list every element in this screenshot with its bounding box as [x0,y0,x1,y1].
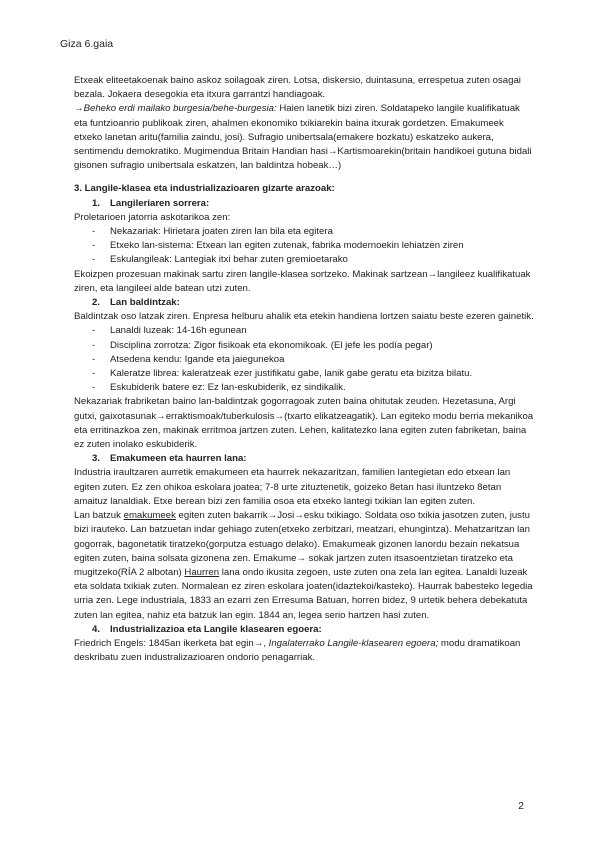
work-conditions-list [74,324,534,395]
subsection-1-closing: Ekoizpen prozesuan makinak sartu ziren langile-klasea sortzeko. Makinak sartzean→langileez kualifikatuak ziren, eta langileei alde batean utzi zuten. [74,268,531,294]
list-item: - Eskubiderik batere ez: Ez lan-eskubiderik, ez sindikalik. [92,381,534,395]
subsection-3-paragraph-2: Lan batzuk emakumeek egiten zuten bakarrik→Josi→esku txikiago. Soldata oso txikia jasotzen zuten, justu bizi irauteko. Lan batzuetan indar gehiago zuten(etxeko zerbitzari, meatzari, ehungintza). Mehatzaritzan lan gogorrak, bagonetatik tiratzeko(gorputza estuago delako). Emakumeak gizonen lanordu bezain nekatsua egiten zuten, baina solsata gizonena zen. Emakume→ sokak jartzen zuten itsasoentzietan tiratzeko eta mugitzeko(RÍA 2 albotan) Haurren lana ondo ikusita zegoen, uste zuten ona zela lan egitea. Lanaldi luzeak eta soldata txikiak zuten. Normalean ez ziren eskolara joaten(idaztekoi/kasteko). Haurrak babesteko legedia urria zen. Lege industriala, 1833 an ezarri zen Erresuma Batuan, horren bidez, 9 urtetik behera debekatuta zuten lan egitea, nahiz eta batzuk lan egin. 1844 an, legea serio hartzen hasi zuten. [74,510,533,621]
subsection-1-title: 1. Langileriaren sorrera: [92,197,210,209]
list-item: - Disciplina zorrotza: Zigor fisikoak eta ekonomikoak. (El jefe les podía pegar) [92,339,534,353]
underlined-haurren: Haurren [184,566,220,578]
behe-burgesia-text: Haien lanetik bizi ziren. Soldatapeko langile kualifikatuak eta funtzioanrio publikoak ziren, ahalmen ekonomiko txikiarekin baina itxurak gordetzen. Emakumeek etxeko lanetan aritu(familia zaindu, josi). Sufragio unibertsala(emakere bozkatu) eskatzeko aukera, sentimendu demokratiko. Mugimendua Britain Handian hasi→Kartismoarekin(britain handikoei gutuna bidali gisonen sufragio unibertsala eskatzen, lan baldintza hobeak…) [74,103,532,172]
page-header: Giza 6.gaia [60,38,114,50]
engels-book-title: Ingalaterrako Langile-klasearen egoera; [268,637,439,649]
page-content [74,74,534,665]
subsection-1-intro: Proletarioen jatorria askotarikoa zen: [74,211,231,223]
intro-paragraph: Etxeak eliteetakoenak baino askoz soilagoak ziren. Lotsa, diskersio, duintasuna, errespetua zuten osagai bezala. Jokaera desegokia eta itxura garrantzi handiagoak. [74,75,521,101]
list-item: - Atsedena kendu: Igande eta jaiegunekoa [92,353,534,367]
underlined-emakumeek: emakumeek [123,510,176,522]
proletarian-origins-list [74,225,534,268]
subsection-2-title: 2. Lan baldintzak: [92,297,180,309]
subsection-4-paragraph: Friedrich Engels: 1845an ikerketa bat egin→, Ingalaterrako Langile-klasearen egoera; modu dramatikoan deskribatu zuen industralizazioaren ondorio penagarriak. [74,637,521,664]
subsection-2-intro: Baldintzak oso latzak ziren. Enpresa helburu ahalik eta etekin handiena lortzen saiatu beste ezeren gainetik. [74,311,534,323]
list-item: - Eskulangileak: Lantegiak itxi behar zuten gremioetarako [92,253,534,267]
list-item: - Etxeko lan-sistema: Etxean lan egiten zutenak, fabrika modernoekin lehiatzen ziren [92,239,534,253]
list-item: - Kaleratze librea: kaleratzeak ezer justifikatu gabe, lanik gabe geratu eta bizitza bilatu. [92,367,534,381]
subsection-4-title: 4. Industrializazioa eta Langile klasearen egoera: [92,623,322,635]
subsection-3-paragraph-1: Industria iraultzaren aurretik emakumeen eta haurrek nekazaritzan, familien lantegietan edo etxean lan egiten zuten. Ez zen ohikoa eskolara joatea; 7-8 urte zituztenetik, goizeko 8etan hasi iluntzeko 8etan amaituz lanaldiak. Etxe berean bizi zen familia osoa eta etxeko lantegi txikian lan egiten zuten. [74,467,511,507]
behe-burgesia-heading: →Beheko erdi mailako burgesia/behe-burgesia: [74,103,277,115]
subsection-3-title: 3. Emakumeen eta haurren lana: [92,453,247,465]
section-3-title: 3. Langile-klasea eta industrializazioaren gizarte arazoak: [74,183,335,195]
page-number: 2 [518,800,524,812]
list-item: - Lanaldi luzeak: 14-16h egunean [92,324,534,338]
subsection-2-closing: Nekazariak frabriketan baino lan-baldintzak gogorragoak zuten baina ohitutak zeuden. Hezetasuna, Argi gutxi, gaixotasunak→erraktismoak/tuberkulosis→(txarto elikatzeagatik). Lan egiteko modu berria mekanikoa eta erritinazkoa zen, makinak erritmoa jartzen zuten. Lehen, kalitatezko lana egiten zuten fabriketan, baina ez zuten inolako eskubiderik. [74,396,534,451]
list-item: - Nekazariak: Hirietara joaten ziren lan bila eta egitera [92,225,534,239]
behe-burgesia-paragraph [74,102,534,173]
